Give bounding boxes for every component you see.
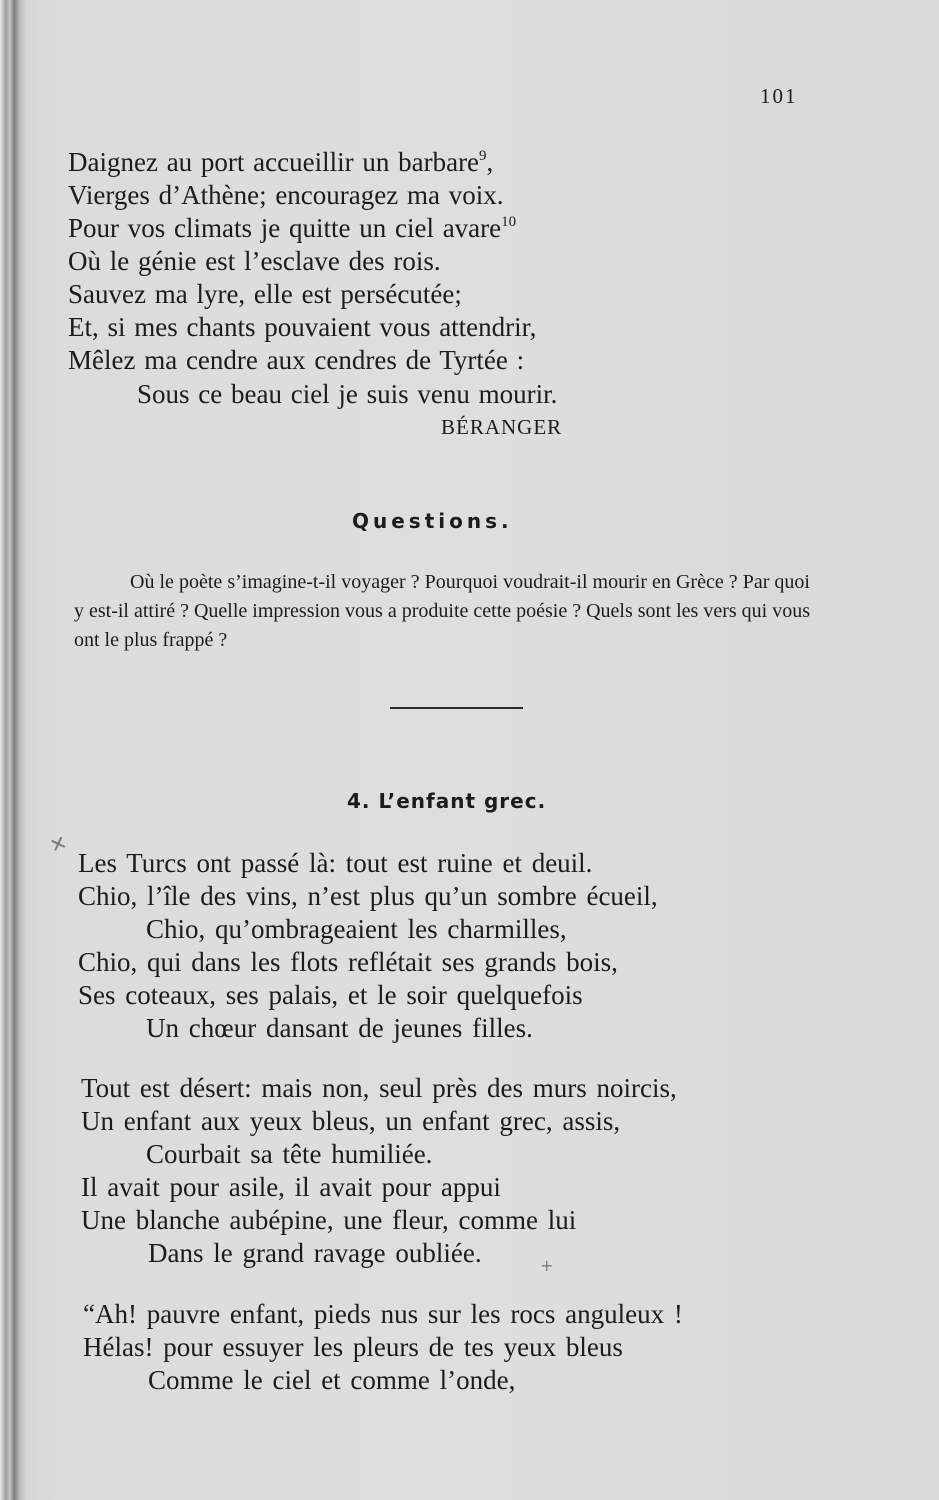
poem1-author: BÉRANGER — [441, 415, 563, 439]
poem2-line-7: Tout est désert: mais non, seul près des murs noircis, — [81, 1073, 677, 1103]
poem2-line-11: Une blanche aubépine, une fleur, comme lui — [81, 1205, 577, 1235]
poem2-title: 4. L’enfant grec. — [347, 789, 547, 813]
poem2-line-1: Les Turcs ont passé là: tout est ruine et deuil. — [78, 848, 593, 878]
section-divider — [390, 707, 523, 709]
poem2-line-10: Il avait pour asile, il avait pour appui — [81, 1172, 501, 1202]
page-number: 101 — [760, 84, 798, 108]
book-binding-edge — [0, 0, 26, 1500]
poem1-line-3: Pour vos climats je quitte un ciel avare$^{10}$ — [68, 213, 517, 243]
pencil-mark-icon: + — [540, 1256, 554, 1275]
poem1-line-1: Daignez au port accueillir un barbare$^9$, — [68, 147, 494, 177]
poem1-line-8: Sous ce beau ciel je suis venu mourir. — [137, 379, 558, 409]
poem2-line-4: Chio, qui dans les flots reflétait ses grands bois, — [78, 947, 618, 977]
poem1-line-6: Et, si mes chants pouvaient vous attendrir, — [68, 312, 537, 342]
poem2-line-2: Chio, l’île des vins, n’est plus qu’un sombre écueil, — [78, 881, 658, 911]
poem2-line-6: Un chœur dansant de jeunes filles. — [146, 1013, 533, 1043]
footnote-ref-10: 10 — [501, 214, 517, 230]
poem1-line-7: Mêlez ma cendre aux cendres de Tyrtée : — [68, 345, 525, 375]
poem1-line-5: Sauvez ma lyre, elle est persécutée; — [68, 279, 462, 309]
poem2-line-15: Comme le ciel et comme l’onde, — [148, 1365, 516, 1395]
poem1-line-2: Vierges d’Athène; encouragez ma voix. — [68, 180, 504, 210]
poem2-line-8: Un enfant aux yeux bleus, un enfant grec, assis, — [81, 1106, 621, 1136]
questions-heading: Questions. — [352, 509, 513, 533]
pencil-mark-icon: ✕ — [46, 829, 71, 859]
poem2-line-5: Ses coteaux, ses palais, et le soir quelquefois — [78, 980, 583, 1010]
poem1-line-4: Où le génie est l’esclave des rois. — [68, 246, 441, 276]
poem2-line-14: Hélas! pour essuyer les pleurs de tes yeux bleus — [83, 1332, 623, 1362]
poem2-line-13: “Ah! pauvre enfant, pieds nus sur les rocs anguleux ! — [83, 1299, 683, 1329]
questions-paragraph: Où le poète s’imagine-t-il voyager ? Pourquoi voudrait-il mourir en Grèce ? Par quoi y est-il attiré ? Quelle impression vous a produite cette poésie ? Quels sont les vers qui vous ont le plus frappé ? — [74, 571, 810, 651]
footnote-ref-9: 9 — [479, 148, 487, 164]
poem2-line-9: Courbait sa tête humiliée. — [146, 1139, 433, 1169]
poem2-line-12: Dans le grand ravage oubliée. — [148, 1238, 482, 1268]
poem2-line-3: Chio, qu’ombrageaient les charmilles, — [146, 914, 567, 944]
